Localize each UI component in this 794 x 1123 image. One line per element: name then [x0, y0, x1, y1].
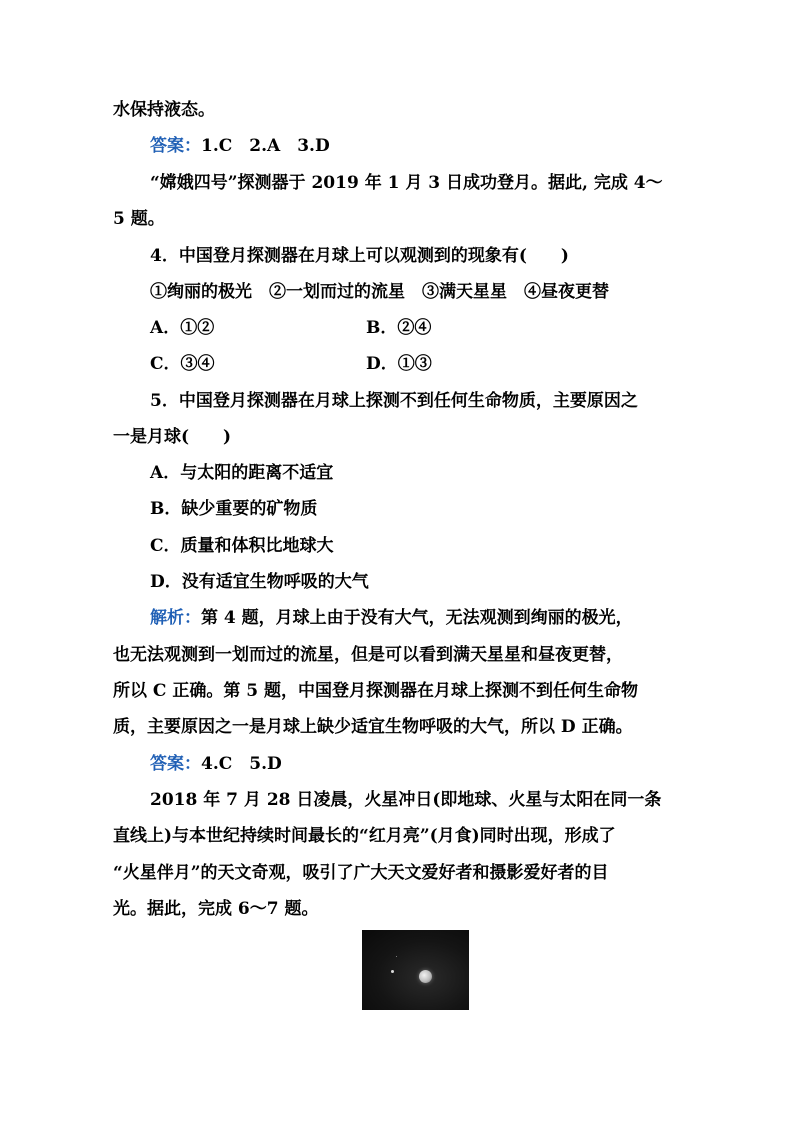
moon-and-mars-photo	[362, 930, 469, 1010]
intro-67-line1: 2018 年 7 月 28 日凌晨，火星冲日(即地球、火星与太阳在同一条	[150, 790, 662, 810]
q4-option-d: D．①③	[366, 354, 432, 374]
intro-67-line3: “火星伴月”的天文奇观，吸引了广大天文爱好者和摄影爱好者的目	[113, 863, 609, 883]
intro-45-line1: “嫦娥四号”探测器于 2019 年 1 月 3 日成功登月。据此, 完成 4～	[150, 173, 663, 193]
star-dot	[396, 956, 397, 957]
analysis-line2: 也无法观测到一划而过的流星，但是可以看到满天星星和昼夜更替，	[113, 645, 623, 665]
answer-label: 答案：	[150, 136, 201, 156]
answer-value: 1.C 2.A 3.D	[201, 136, 330, 156]
analysis-line1	[150, 606, 633, 630]
analysis-text: 第 4 题，月球上由于没有大气，无法观测到绚丽的极光，	[201, 608, 633, 628]
intro-67-line2: 直线上)与本世纪持续时间最长的“红月亮”(月食)同时出现，形成了	[113, 826, 616, 846]
q5-stem-line1: 5．中国登月探测器在月球上探测不到任何生命物质，主要原因之	[150, 391, 638, 411]
moon-icon	[419, 970, 432, 983]
mars-dot	[391, 970, 394, 973]
q5-option-c: C．质量和体积比地球大	[150, 536, 334, 556]
answer-label: 答案：	[150, 754, 201, 774]
q5-option-b: B．缺少重要的矿物质	[150, 499, 318, 519]
q5-stem-line2: 一是月球( )	[113, 427, 232, 447]
q4-option-a: A．①②	[150, 318, 215, 338]
answer-value: 4.C 5.D	[201, 754, 282, 774]
q5-option-a: A．与太阳的距离不适宜	[150, 463, 334, 483]
intro-45-line2: 5 题。	[113, 209, 165, 229]
q1-tail: 水保持液态。	[113, 100, 215, 120]
q1-answer	[150, 134, 330, 158]
q5-option-d: D．没有适宜生物呼吸的大气	[150, 572, 369, 592]
q4-option-b: B．②④	[366, 318, 432, 338]
analysis-line3: 所以 C 正确。第 5 题，中国登月探测器在月球上探测不到任何生命物	[113, 681, 639, 701]
analysis-label: 解析：	[150, 608, 201, 628]
intro-67-line4: 光。据此，完成 6～7 题。	[113, 899, 319, 919]
q4-items: ①绚丽的极光 ②一划而过的流星 ③满天星星 ④昼夜更替	[150, 282, 609, 302]
q4-stem: 4．中国登月探测器在月球上可以观测到的现象有( )	[150, 246, 569, 266]
q4-option-c: C．③④	[150, 354, 215, 374]
analysis-line4: 质，主要原因之一是月球上缺少适宜生物呼吸的大气，所以 D 正确。	[113, 717, 633, 737]
answer-45	[150, 752, 282, 776]
